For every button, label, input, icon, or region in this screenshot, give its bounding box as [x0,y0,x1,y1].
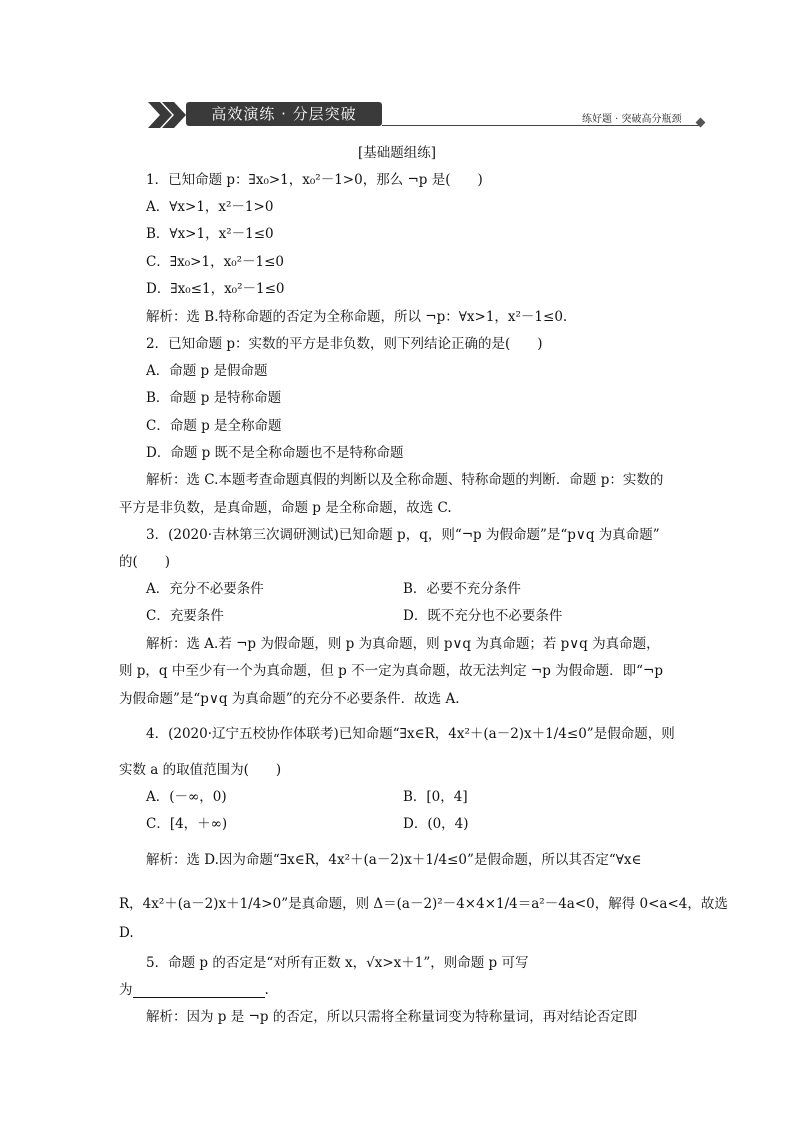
text-line-a4l1: 解析：选 D.因为命题“∃x∈R，4x²＋(a－2)x＋1/4≤0”是假命题，所以其否定“∀x∈ [146,852,642,868]
text-line-a3l1: 解析：选 A.若 ¬p 为假命题，则 p 为真命题，则 p∨q 为真命题；若 p∨q 为真命题， [146,636,660,652]
text-line-q3c: C．充要条件 [146,608,224,624]
text-line-a3l3: 为假命题”是“p∨q 为真命题”的充分不必要条件．故选 A. [119,691,460,707]
banner-title: 高效演练 · 分层突破 [186,102,382,126]
text-line-a1: 解析：选 B.特称命题的否定为全称命题，所以 ¬p：∀x>1，x²－1≤0. [146,309,568,325]
text-line-q4l1: 4．(2020·辽宁五校协作体联考)已知命题“∃x∈R，4x²＋(a－2)x＋1/4≤0”是假命题，则 [146,726,675,742]
text-line-a4l3: D. [119,925,134,941]
section-title: [基础题组练] [357,145,437,161]
q5-prefix: 为 [119,982,133,998]
text-line-q2d: D．命题 p 既不是全称命题也不是特称命题 [146,445,404,461]
text-line-a2l2: 平方是非负数，是真命题，命题 p 是全称命题，故选 C. [119,500,452,516]
text-line-a5l1: 解析：因为 p 是 ¬p 的否定，所以只需将全称量词变为特称量词，再对结论否定即 [146,1009,638,1025]
q5-suffix: . [264,982,269,998]
banner-rule [382,125,700,126]
text-line-q1d: D．∃x₀≤1，x₀²－1≤0 [146,281,285,297]
text-line-q4a: A．(－∞，0) [146,789,227,805]
text-line-q4l2: 实数 a 的取值范围为( ) [119,762,282,778]
chevron-arrows-icon [146,100,190,130]
text-line-a4l2: R，4x²＋(a－2)x＋1/4>0”是真命题，则 Δ＝(a－2)²－4×4×1/4＝a²－4a<0，解得 0<a<4，故选 [119,896,728,912]
text-line-q1c: C．∃x₀>1，x₀²－1≤0 [146,254,285,270]
answer-blank[interactable] [133,983,265,998]
text-line-q4b: B．[0，4] [403,789,468,805]
text-line-q2b: B．命题 p 是特称命题 [146,390,282,406]
text-line-q2: 2．已知命题 p：实数的平方是非负数，则下列结论正确的是( ) [146,336,543,352]
text-line-q1: 1．已知命题 p：∃x₀>1，x₀²－1>0，那么 ¬p 是( ) [146,172,483,188]
text-line-q5l1: 5．命题 p 的否定是“对所有正数 x，√x>x＋1”，则命题 p 可写 [146,955,529,971]
text-line-q1b: B．∀x>1，x²－1≤0 [146,226,274,242]
text-line-a3l2: 则 p，q 中至少有一个为真命题，但 p 不一定为真命题，故无法判定 ¬p 为假命题．即“¬p [119,663,663,679]
q5-answer-line [119,978,269,998]
section-banner [146,100,706,130]
text-line-q1a: A．∀x>1，x²－1>0 [146,199,274,215]
text-line-q2c: C．命题 p 是全称命题 [146,418,282,434]
text-line-q3a: A．充分不必要条件 [146,581,264,597]
text-line-q3d: D．既不充分也不必要条件 [403,608,563,624]
text-line-q4d: D．(0，4) [403,816,469,832]
text-line-a2l1: 解析：选 C.本题考查命题真假的判断以及全称命题、特称命题的判断．命题 p：实数的 [146,472,664,488]
banner-slogan: 练好题 · 突破高分瓶颈 [582,114,682,125]
text-line-q3l1: 3．(2020·吉林第三次调研测试)已知命题 p，q，则“¬p 为假命题”是“p∨q 为真命题” [146,527,660,543]
text-line-q3b: B．必要不充分条件 [403,581,521,597]
text-line-q2a: A．命题 p 是假命题 [146,363,268,379]
text-line-q4c: C．[4，＋∞) [146,816,228,832]
text-line-q3l2: 的( ) [119,554,171,570]
